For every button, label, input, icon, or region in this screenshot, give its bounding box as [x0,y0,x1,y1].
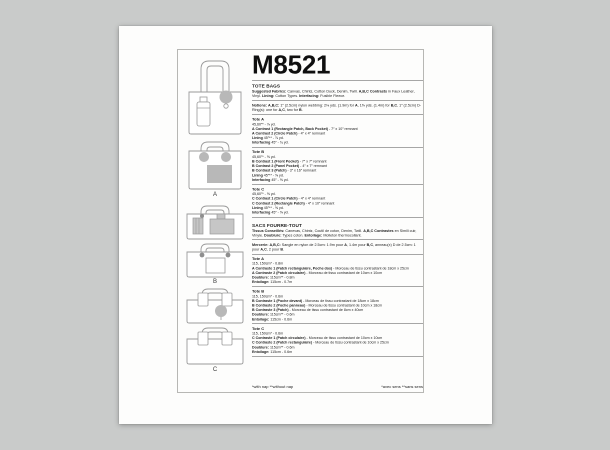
notions-fr: Mercerie: A,B,C: Sangle en nylon de 2.5cm: 1.9m pour A, 1.4m pour B,C, anneau(x) D de 2.5cm: 1 pour A,C, 2 pour B. [252,242,416,252]
divider [252,100,423,101]
tote-a-en-contrast-1: A Contrast 1 (Rectangle Patch, Back Pocket) - 7″ x 10″ remnant [252,126,358,131]
spec-rows [252,78,423,359]
tote-b-en-contrast-1: B Contrast 1 (Front Pocket) - 7″ x 7″ remnant [252,158,327,164]
tote-a-en-contrast-2: A Contrast 2 (Circle Patch) - 4″ x 4″ remnant [252,130,326,136]
tote-c-fr-interfacing: Entoilage: 115cm - 0.6m [252,349,293,354]
tote-c-fr-contrast-2: C Contraste 2 (Patch rectangulaire) - Morceau de tissu contrastant de 10cm x 25cm [252,340,389,345]
divider [252,240,423,241]
footnotes [252,385,423,392]
tote-c-back-illustration [184,325,246,365]
tote-c-front-drawing [184,286,246,324]
tote-b-front-drawing [184,204,246,240]
content-frame [177,49,424,393]
divider [252,114,423,115]
view-c-label: C [212,367,218,373]
pattern-envelope-back [119,26,492,424]
tote-b-en-lining: Lining 45″** - ⅝ yd. [252,172,284,178]
tote-c-fr-contrast-1: C Contraste 1 (Patch circulaire) - Morceau de tissu contrastant de 10cm x 10cm [252,335,383,341]
tote-c-en-lining: Lining 45″** - ⅝ yd. [252,205,284,210]
divider [252,254,423,255]
tote-c-back-drawing [184,325,246,365]
tote-b-en-contrast-2: B Contrast 2 (Panel Pocket) - 4″ x 7″ remnant [252,163,327,169]
tote-a-fr-header: Tote A [252,256,264,261]
tote-b-fr-lining: Doublure: 115cm** - 0.6m [252,312,295,317]
footnote-french: *avec sens **sans sens [381,384,423,389]
tote-b-fr-contrast-2: B Contraste 2 (Poche panneau) - Morceau de tissu contrastant de 10cm x 18cm [252,302,383,308]
tote-c-fr-lining: Doublure: 115cm** - 0.6m [252,344,295,350]
divider [252,184,423,185]
tote-c-en-header: Tote C [252,186,265,192]
tote-b-fr-interfacing: Entoilage: 115cm - 0.6m [252,316,293,322]
tote-b-fr-contrast-3: B Contraste 3 (Patch) - Morceau de tissu contrastant de 8cm x 40cm [252,307,364,313]
divider [252,356,423,357]
tote-b-en-interfacing: Interfacing 45″ - ⅝ yd. [252,177,289,182]
tote-c-en-interfacing: Interfacing 45″ - ⅝ yd. [252,209,289,215]
tote-b-fr-header: Tote B [252,289,265,294]
pattern-number: M8521 [252,53,331,80]
tote-b-fr-yardage: 115, 150cm* - 0.6m [252,293,284,299]
fabrics-en: Suggested Fabrics: Canvas, Chintz, Cotton Duck, Denim, Twill. A,B,C Contrasts in Faux Leather, Vinyl. Lining: Cotton Types. Interfacing: Fusible Fleece. [252,88,415,98]
fabrics-fr: Tissus Conseillés: Canevas, Chintz, Coutil de coton, Denim, Twill. A,B,C Contrastes en Simili cuir, Vinyle. Doublure: Types coton. Entoilage: Molleton thermocollant. [252,228,417,238]
category-title-en: TOTE BAGS [252,82,281,89]
spec-column [252,53,423,391]
tote-b-back-illustration [184,242,246,278]
category-title-fr: SACS FOURRE-TOUT [252,222,302,228]
tote-b-en-contrast-3: B Contrast 3 (Patch) - 3″ x 16″ remnant [252,168,317,173]
tote-a-fr-lining: Doublure: 115cm** - 0.8m [252,274,295,280]
tote-c-en-contrast-1: C Contrast 1 (Circle Patch) - 4″ x 4″ remnant [252,196,326,201]
divider [252,80,423,81]
tote-a-back-drawing [184,139,246,191]
divider [252,217,423,218]
tote-b-fr-contrast-1: B Contraste 1 (Poche devant) - Morceau de tissu contrastant de 18cm x 18cm [252,298,379,303]
tote-c-fr-header: Tote C [252,326,265,331]
divider [252,324,423,325]
tote-b-back-drawing [184,242,246,278]
tote-b-front-illustration [184,204,246,240]
tote-a-fr-yardage: 115, 150cm* - 0.8m [252,261,284,266]
tote-a-en-lining: Lining 45″** - ⅞ yd. [252,135,284,141]
tote-b-en-yardage: 45,60″* - ⅝ yd. [252,154,276,159]
tote-a-en-interfacing: Interfacing 45″ - ¾ yd. [252,140,289,145]
tote-c-en-contrast-2: C Contrast 2 (Rectangle Patch) - 4″ x 10″ remnant [252,200,335,206]
tote-b-en-header: Tote B [252,149,265,155]
tote-a-fr-contrast-1: A Contraste 1 (Patch rectangulaire, Poche dos) - Morceau de tissu contrastant de 18cm x 25cm [252,265,409,271]
divider [252,286,423,287]
divider [252,147,423,148]
notions-en: Notions: A,B,C: 1″ (2.5cm) nylon webbing: 2⅛ yds. (1.9m) for A, 1⅝ yds. (1.4m) for B,C, 1″ (2.5cm) D-Ring(s): one for A,C, two for B. [252,102,421,113]
tote-a-front-drawing [184,56,246,136]
tote-c-fr-yardage: 115, 150cm* - 0.6m [252,330,284,336]
footnote-english: *with nap **without nap [252,384,294,389]
tote-a-front-illustration [184,56,246,136]
view-b-label: B [212,279,217,285]
view-a-label: A [212,192,217,198]
tote-a-en-header: Tote A [252,117,264,122]
tote-c-en-yardage: 45,60″* - ⅝ yd. [252,191,276,197]
tote-a-fr-contrast-2: A Contraste 2 (Patch circulaire) - Morceau de tissu contrastant de 10cm x 10cm [252,270,383,275]
tote-a-fr-interfacing: Entoilage: 115cm - 0.7m [252,279,293,285]
tote-c-front-illustration [184,286,246,324]
spec-column-inner [252,53,423,391]
tote-a-back-illustration [184,139,246,191]
tote-a-en-yardage: 45,60″* - ⅞ yd. [252,121,276,127]
bag-illustrations [178,50,252,392]
